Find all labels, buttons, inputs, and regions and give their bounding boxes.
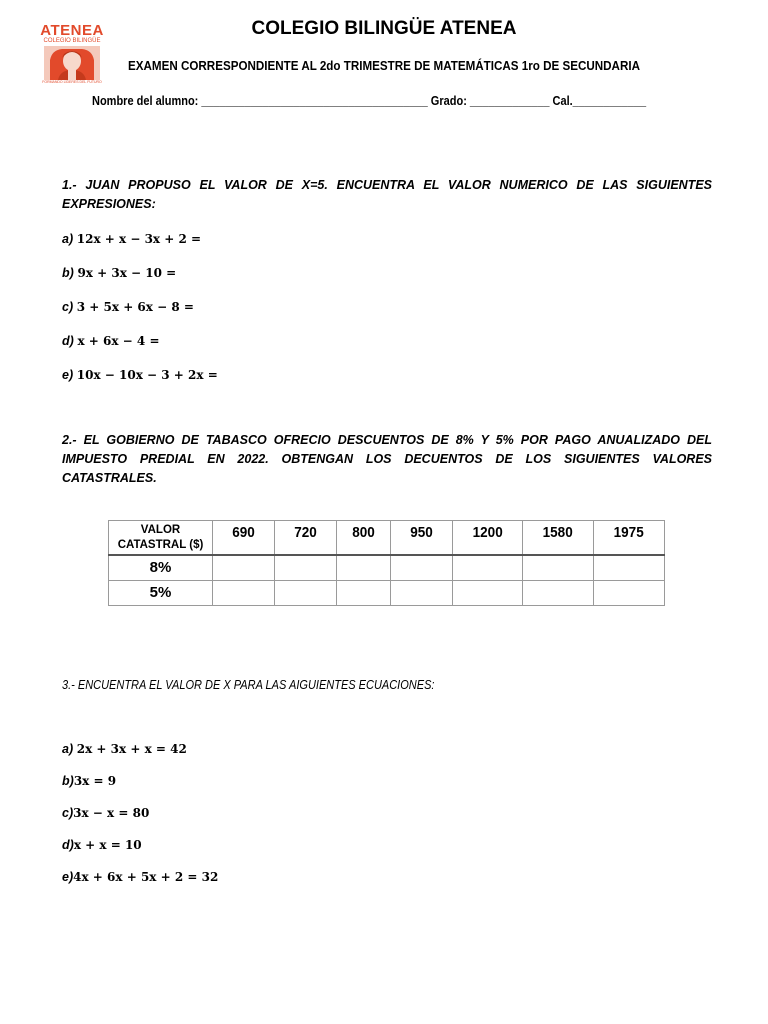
header-value-cell [391, 521, 453, 556]
table-row [109, 555, 665, 581]
answer-cell[interactable] [594, 555, 665, 581]
q3-item-a [62, 741, 187, 756]
item-label: c) [62, 806, 74, 820]
row-label-cell [109, 555, 213, 581]
value-1200: 1200 [472, 523, 503, 541]
value-690: 690 [232, 523, 255, 541]
item-expression: 10x − 10x − 3 + 2x = [76, 368, 218, 382]
value-1580: 1580 [542, 523, 574, 541]
q1-item-d [62, 333, 160, 348]
answer-cell[interactable] [391, 555, 453, 581]
answer-cell[interactable] [213, 581, 275, 606]
header-value-cell [594, 521, 665, 556]
answer-cell[interactable] [337, 555, 391, 581]
question-3-text: 3.- ENCUENTRA EL VALOR DE X PARA LAS AIGUIENTES ECUACIONES: [62, 678, 435, 692]
answer-cell[interactable] [453, 555, 523, 581]
answer-cell[interactable] [275, 555, 337, 581]
value-950: 950 [410, 523, 433, 541]
q3-item-c [62, 805, 149, 820]
item-equation: 4x + 6x + 5x + 2 = 32 [73, 870, 219, 884]
value-800: 800 [352, 523, 375, 541]
logo-footer: FORMANDO LÍDERES DEL FUTURO [42, 80, 102, 84]
item-expression: 12x + x − 3x + 2 = [76, 232, 202, 246]
question-1-text: 1.- JUAN PROPUSO EL VALOR DE X=5. ENCUENTRA EL VALOR NUMERICO DE LAS SIGUIENTES EXPRESIONES: [62, 178, 712, 211]
q3-item-e [62, 869, 218, 884]
item-label: b) [62, 774, 74, 788]
school-title: COLEGIO BILINGÜE ATENEA [251, 18, 517, 39]
header-value-cell [213, 521, 275, 556]
header-value-cell [523, 521, 594, 556]
header-value-cell [275, 521, 337, 556]
item-label: e) [62, 368, 74, 382]
value-720: 720 [294, 523, 317, 541]
answer-cell[interactable] [391, 581, 453, 606]
item-label: b) [62, 266, 74, 280]
q1-item-a [62, 231, 201, 246]
row-label-5-percent: 5% [149, 584, 172, 601]
header-value-cell [337, 521, 391, 556]
q1-item-b [62, 265, 176, 280]
item-label: a) [62, 232, 74, 246]
q3-item-b [62, 773, 116, 788]
answer-cell[interactable] [453, 581, 523, 606]
item-expression: 9x + 3x − 10 = [77, 266, 177, 280]
row-label-cell [109, 581, 213, 606]
item-label: a) [62, 742, 74, 756]
item-label: c) [62, 300, 74, 314]
item-expression: 3 + 5x + 6x − 8 = [76, 300, 194, 314]
question-2-text: 2.- EL GOBIERNO DE TABASCO OFRECIO DESCUENTOS DE 8% Y 5% POR PAGO ANUALIZADO DEL IMPUESTO PREDIAL EN 2022. OBTENGAN LOS DECUENTOS DE LOS SIGUIENTES VALORES CATASTRALES. [62, 433, 712, 485]
exam-title: EXAMEN CORRESPONDIENTE AL 2do TRIMESTRE DE MATEMÁTICAS 1ro DE SECUNDARIA [128, 59, 640, 73]
table-header-row [109, 521, 665, 556]
table-row [109, 581, 665, 606]
value-1975: 1975 [613, 523, 645, 541]
item-label: e) [62, 870, 74, 884]
header-value-cell [453, 521, 523, 556]
answer-cell[interactable] [523, 555, 594, 581]
answer-cell[interactable] [523, 581, 594, 606]
header-label-line-2: CATASTRAL ($) [117, 538, 204, 551]
q1-item-e [62, 367, 218, 382]
item-equation: x + x = 10 [73, 838, 142, 852]
item-label: d) [62, 334, 74, 348]
header-label-cell [109, 521, 213, 556]
item-label: d) [62, 838, 74, 852]
cadastral-values-table [108, 520, 665, 606]
answer-cell[interactable] [337, 581, 391, 606]
logo-name: ATENEA [40, 22, 104, 39]
answer-cell[interactable] [213, 555, 275, 581]
student-info-line: Nombre del alumno: _____________________________________ Grado: _____________ Cal.____________ [92, 94, 647, 108]
answer-cell[interactable] [275, 581, 337, 606]
row-label-8-percent: 8% [149, 559, 172, 576]
answer-cell[interactable] [594, 581, 665, 606]
header-label-line-1: VALOR [140, 523, 181, 536]
item-expression: x + 6x − 4 = [77, 334, 160, 348]
q3-item-d [62, 837, 142, 852]
q1-item-c [62, 299, 194, 314]
item-equation: 2x + 3x + x = 42 [76, 742, 187, 756]
logo-subtitle: COLEGIO BILINGÜE [43, 38, 101, 44]
item-equation: 3x − x = 80 [73, 806, 150, 820]
item-equation: 3x = 9 [73, 774, 117, 788]
